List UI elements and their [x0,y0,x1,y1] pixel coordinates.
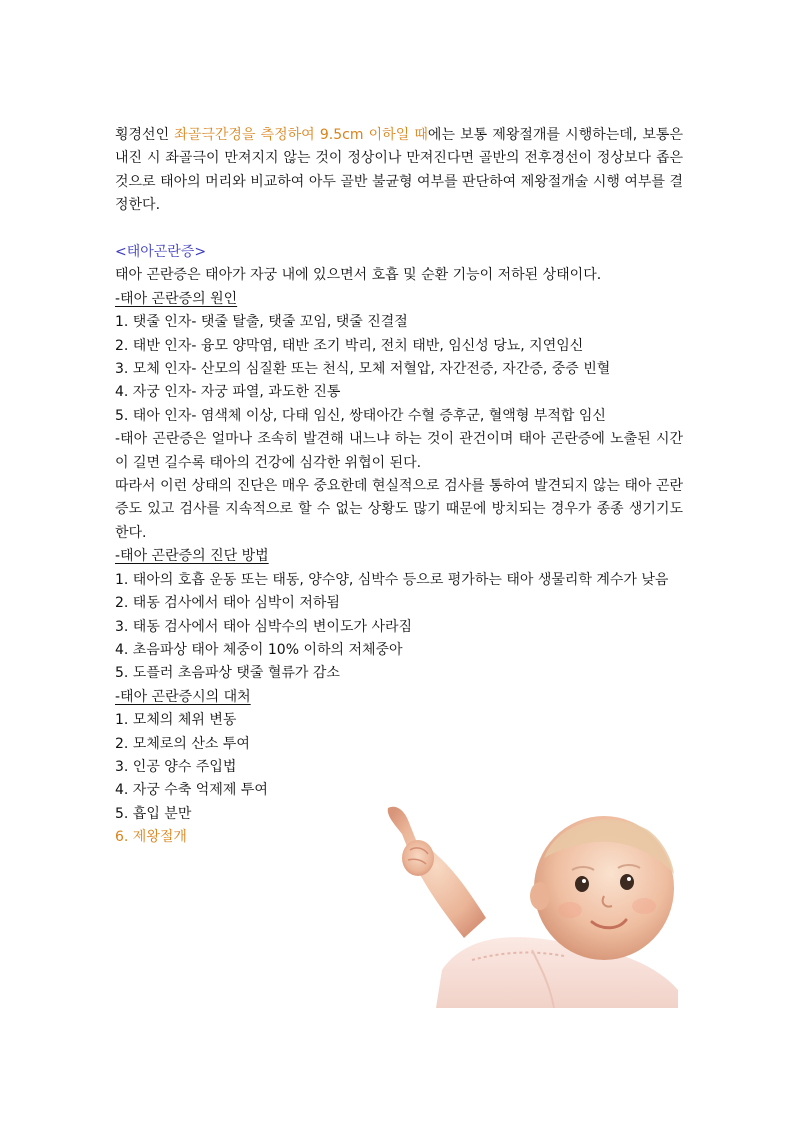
cause-item-2: 2. 태반 인자- 융모 양막염, 태반 조기 박리, 전치 태반, 임신성 당뇨, 지연임신 [115,337,584,354]
cause-item-4: 4. 자궁 인자- 자궁 파열, 과도한 진통 [115,384,341,401]
response-title: -태아 곤란증시의 대처 [115,688,251,705]
diagnosis-item-3: 3. 태동 검사에서 태아 심박수의 변이도가 사라짐 [115,618,413,635]
definition-text: 태아 곤란증은 태아가 자궁 내에 있으면서 호흡 및 순환 기능이 저하된 상태이다. [115,267,602,284]
response-item-6: 6. 제왕절개 [115,829,187,846]
response-item-5: 5. 흡입 분만 [115,805,192,822]
diagnosis-item-4: 4. 초음파상 태아 체중이 10% 이하의 저체중아 [115,641,403,658]
cause-item-1: 1. 탯줄 인자- 탯줄 탈출, 탯줄 꼬임, 탯줄 진결절 [115,314,408,331]
diagnosis-item-1: 1. 태아의 호흡 운동 또는 태동, 양수양, 심박수 등으로 평가하는 태아 생물리학 계수가 낮음 [115,571,669,588]
intro-suffix: 에는 보통 제왕절개를 시행하는데, 보통은 내진 시 좌골극이 만져지지 않는 것이 정상이나 만져진다면 골반의 전후경선이 정상보다 좁은 것으로 태아의 머리와 비교하여 아두 골반 불균형 여부를 판단하여 제왕절개술 시행 여부를 결정한다. [115,127,683,214]
cause-item-5: 5. 태아 인자- 염색체 이상, 다태 임신, 쌍태아간 수혈 증후군, 혈액형 부적합 임신 [115,407,606,424]
diagnosis-item-2: 2. 태동 검사에서 태아 심박이 저하됨 [115,595,340,612]
note-paragraph-2: 따라서 이런 상태의 진단은 매우 중요한데 현실적으로 검사를 통하여 발견되지 않는 태아 곤란증도 있고 검사를 지속적으로 할 수 없는 상황도 많기 때문에 방치되는 경우가 종종 생기기도 한다. [115,478,683,541]
baby-pointing-photo-icon [382,800,678,1008]
response-item-4: 4. 자궁 수축 억제제 투여 [115,782,268,799]
note-paragraph-1: -태아 곤란증은 얼마나 조속히 발견해 내느냐 하는 것이 관건이며 태아 곤란증에 노출된 시간이 길면 길수록 태아의 건강에 심각한 위협이 된다. [115,431,683,471]
intro-highlight: 좌골극간경을 측정하여 9.5cm 이하일 때 [174,127,428,143]
response-item-3: 3. 인공 양수 주입법 [115,758,237,775]
document-body [115,124,683,850]
response-item-2: 2. 모체로의 산소 투여 [115,735,250,752]
response-item-1: 1. 모체의 체위 변동 [115,712,237,729]
intro-paragraph [115,124,683,218]
section-heading: <태아곤란증> [115,244,207,261]
causes-title: -태아 곤란증의 원인 [115,290,238,307]
diagnosis-item-5: 5. 도플러 초음파상 탯줄 혈류가 감소 [115,665,340,682]
spacer [115,218,683,241]
cause-item-3: 3. 모체 인자- 산모의 심질환 또는 천식, 모체 저혈압, 자간전증, 자간증, 중증 빈혈 [115,361,611,378]
intro-prefix: 횡경선인 [115,127,175,143]
diagnosis-title: -태아 곤란증의 진단 방법 [115,548,269,565]
